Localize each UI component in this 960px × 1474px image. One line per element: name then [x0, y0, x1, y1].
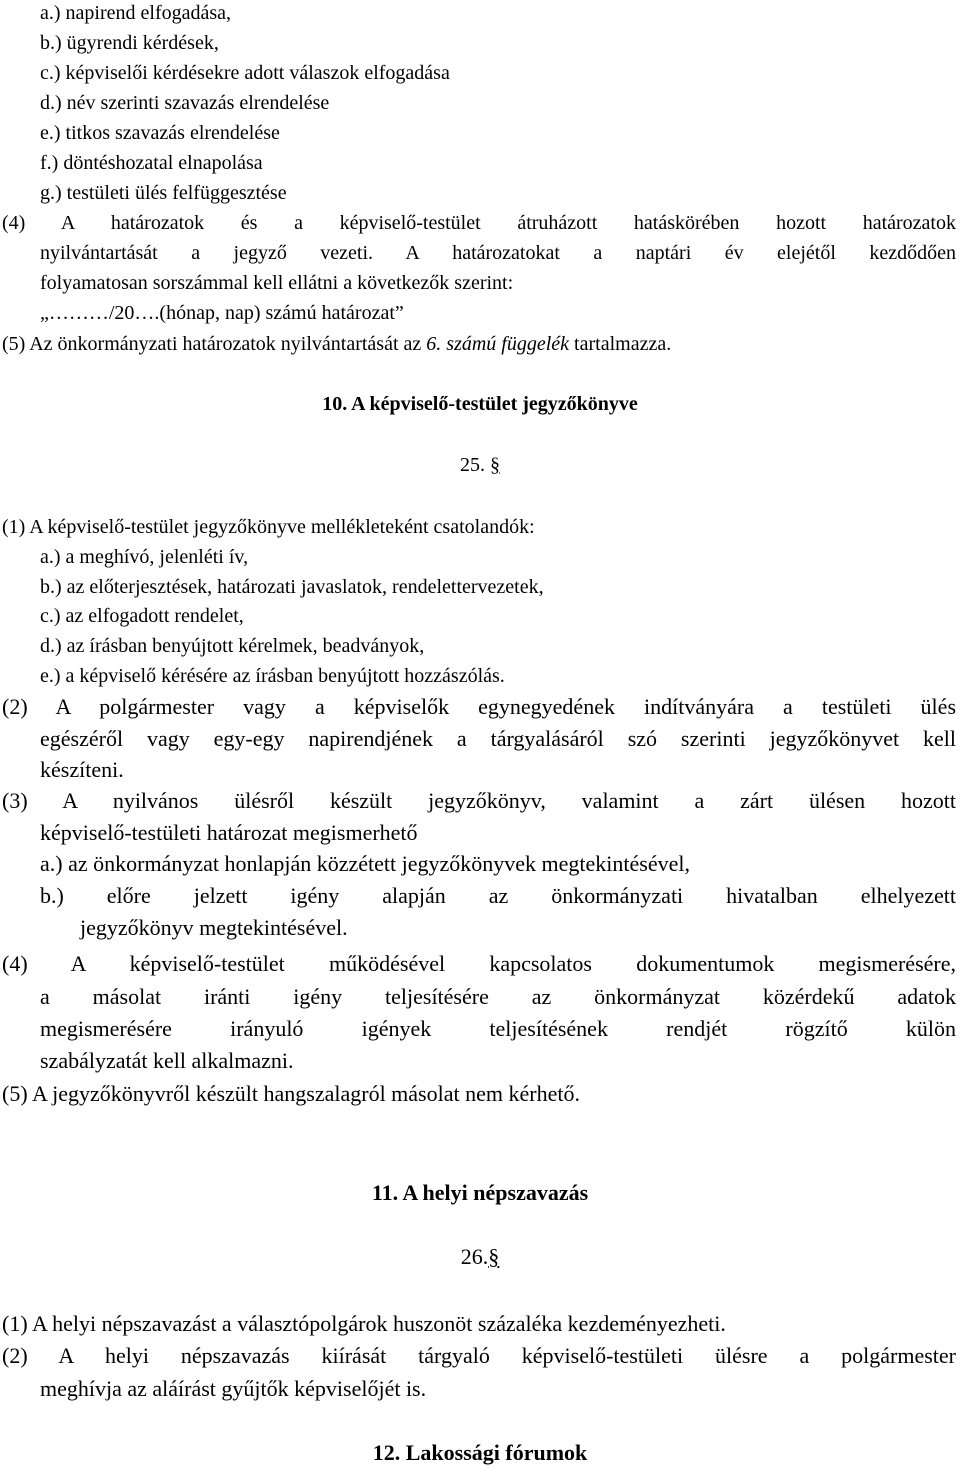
paragraph-line: megismerésére irányuló igények teljesítésének rendjét rögzítő külön: [40, 1016, 956, 1041]
section-heading: 11. A helyi népszavazás: [371, 1180, 589, 1205]
list-item: b.) az előterjesztések, határozati javaslatok, rendelettervezetek,: [40, 576, 544, 598]
paragraph-line: a másolat iránti igény teljesítésére az önkormányzat közérdekű adatok: [40, 984, 956, 1009]
paragraph-line: (5) A jegyzőkönyvről készült hangszalagról másolat nem kérhető.: [2, 1081, 580, 1106]
list-item: d.) az írásban benyújtott kérelmek, beadványok,: [40, 635, 425, 657]
paragraph-line: (2) A polgármester vagy a képviselők egynegyedének indítványára a testületi ülés: [2, 694, 956, 719]
section-heading: 12. Lakossági fórumok: [372, 1440, 588, 1465]
list-item: c.) képviselői kérdésekre adott válaszok elfogadása: [40, 62, 450, 84]
section-number-text: 26.: [460, 1244, 489, 1269]
paragraph-line: (4) A képviselő-testület működésével kapcsolatos dokumentumok megismerésére,: [2, 951, 956, 976]
paragraph-text: (5) Az önkormányzati határozatok nyilvántartását az: [2, 333, 427, 355]
list-item: jegyzőkönyv megtekintésével.: [80, 915, 348, 940]
paragraph-line: (1) A képviselő-testület jegyzőkönyve mellékleteként csatolandók:: [2, 516, 535, 538]
list-item: b.) előre jelzett igény alapján az önkormányzati hivatalban elhelyezett: [40, 883, 956, 908]
list-item: e.) titkos szavazás elrendelése: [40, 122, 280, 144]
paragraph-line: (3) A nyilvános ülésről készült jegyzőkönyv, valamint a zárt ülésen hozott: [2, 788, 956, 813]
paragraph-line: (4) A határozatok és a képviselő-testület átruházott hatáskörében hozott határozatok: [2, 212, 956, 234]
paragraph-line: képviselő-testületi határozat megismerhető: [40, 820, 418, 845]
list-item: d.) név szerinti szavazás elrendelése: [40, 92, 330, 114]
paragraph-line: készíteni.: [40, 757, 124, 782]
section-symbol: §: [490, 454, 500, 476]
paragraph-line: folyamatosan sorszámmal kell ellátni a következők szerint:: [40, 272, 514, 294]
section-number: [0, 1246, 960, 1268]
paragraph-text: tartalmazza.: [569, 333, 672, 355]
paragraph-line: nyilvántartását a jegyző vezeti. A határozatokat a naptári év elejétől kezdődően: [40, 242, 956, 264]
paragraph-line: (2) A helyi népszavazás kiírását tárgyaló képviselő-testületi ülésre a polgármester: [2, 1343, 956, 1368]
paragraph-line: [2, 334, 918, 354]
list-item: a.) az önkormányzat honlapján közzétett jegyzőkönyvek megtekintésével,: [40, 851, 690, 876]
list-item: e.) a képviselő kérésére az írásban benyújtott hozzászólás.: [40, 665, 505, 687]
paragraph-line: meghívja az aláírást gyűjtők képviselőjét is.: [40, 1376, 427, 1401]
paragraph-line: „………/20….(hónap, nap) számú határozat”: [40, 302, 404, 324]
list-item: a.) a meghívó, jelenléti ív,: [40, 546, 249, 568]
section-number-text: 25.: [460, 454, 490, 476]
list-item: g.) testületi ülés felfüggesztése: [40, 182, 287, 204]
list-item: f.) döntéshozatal elnapolása: [40, 152, 263, 174]
paragraph-line: (1) A helyi népszavazást a választópolgárok huszonöt százaléka kezdeményezheti.: [2, 1311, 726, 1336]
section-number: [0, 455, 960, 475]
list-item: c.) az elfogadott rendelet,: [40, 605, 244, 627]
paragraph-line: szabályzatát kell alkalmazni.: [40, 1048, 294, 1073]
section-heading: 10. A képviselő-testület jegyzőkönyve: [322, 393, 638, 415]
paragraph-line: egészéről vagy egy-egy napirendjének a tárgyalásáról szó szerinti jegyzőkönyvet kell: [40, 726, 956, 751]
list-item: b.) ügyrendi kérdések,: [40, 32, 219, 54]
section-symbol: §: [488, 1244, 500, 1269]
appendix-reference: 6. számú függelék: [426, 333, 570, 355]
list-item: a.) napirend elfogadása,: [40, 2, 232, 24]
